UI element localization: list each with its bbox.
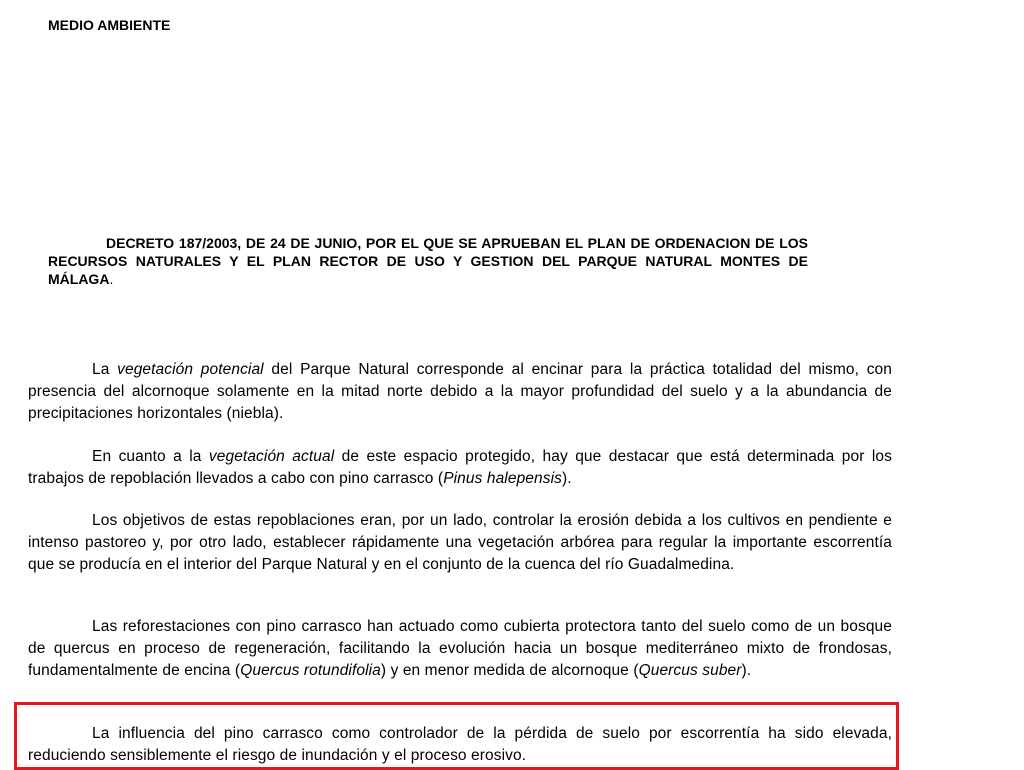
- p2-text-a: En cuanto a la: [92, 447, 209, 465]
- decree-title: [48, 234, 808, 288]
- p1-text-a: La: [92, 360, 118, 378]
- p2-text-e: ).: [561, 469, 572, 487]
- paragraph-current-vegetation: [28, 446, 892, 490]
- paragraph-reforestation: [28, 616, 892, 682]
- section-title: MEDIO AMBIENTE: [48, 17, 171, 33]
- p2-term-italic: vegetación actual: [208, 447, 335, 465]
- paragraph-repopulation-objectives: Los objetivos de estas repoblaciones eran, por un lado, controlar la erosión debida a los cultivos en pendiente e intenso pastoreo y, por otro lado, establecer rápidamente una vegetación arbórea para regular la importante escorrentía que se producía en el interior del Parque Natural y en el conjunto de la cuenca del río Guadalmedina.: [28, 511, 892, 573]
- decree-title-end: .: [109, 271, 114, 287]
- p1-text-c: del Parque Natural corresponde al encinar para la práctica totalidad del mismo, con presencia del alcornoque solamente en la mitad norte debido a la mayor profundidad del suelo y a la abundancia de precipitaciones horizontales (niebla).: [28, 360, 892, 422]
- p4-species-rotundifolia: Quercus rotundifolia: [240, 661, 381, 679]
- paragraph-potential-vegetation: [28, 359, 892, 425]
- paragraph-pine-influence: La influencia del pino carrasco como controlador de la pérdida de suelo por escorrentía ha sido elevada, reduciendo sensiblemente el riesgo de inundación y el proceso erosivo.: [28, 724, 892, 764]
- p4-text-e: ).: [741, 661, 752, 679]
- p2-species-italic: Pinus halepensis: [443, 469, 562, 487]
- p2-text-c: de este espacio protegido, hay que destacar que está determinada por los trabajos de repoblación llevados a cabo con pino carrasco (: [28, 447, 892, 487]
- p1-term-italic: vegetación potencial: [117, 360, 264, 378]
- p4-text-c: ) y en menor medida de alcornoque (: [380, 661, 639, 679]
- p4-text-a: Las reforestaciones con pino carrasco han actuado como cubierta protectora tanto del suelo como de un bosque de quercus en proceso de regeneración, facilitando la evolución hacia un bosque mediterráneo mixto de frondosas, fundamentalmente de encina (: [28, 617, 892, 679]
- decree-title-text: DECRETO 187/2003, DE 24 DE JUNIO, POR EL QUE SE APRUEBAN EL PLAN DE ORDENACION DE LOS RECURSOS NATURALES Y EL PLAN RECTOR DE USO Y GESTION DEL PARQUE NATURAL MONTES DE MÁLAGA: [48, 235, 808, 287]
- p4-species-suber: Quercus suber: [638, 661, 742, 679]
